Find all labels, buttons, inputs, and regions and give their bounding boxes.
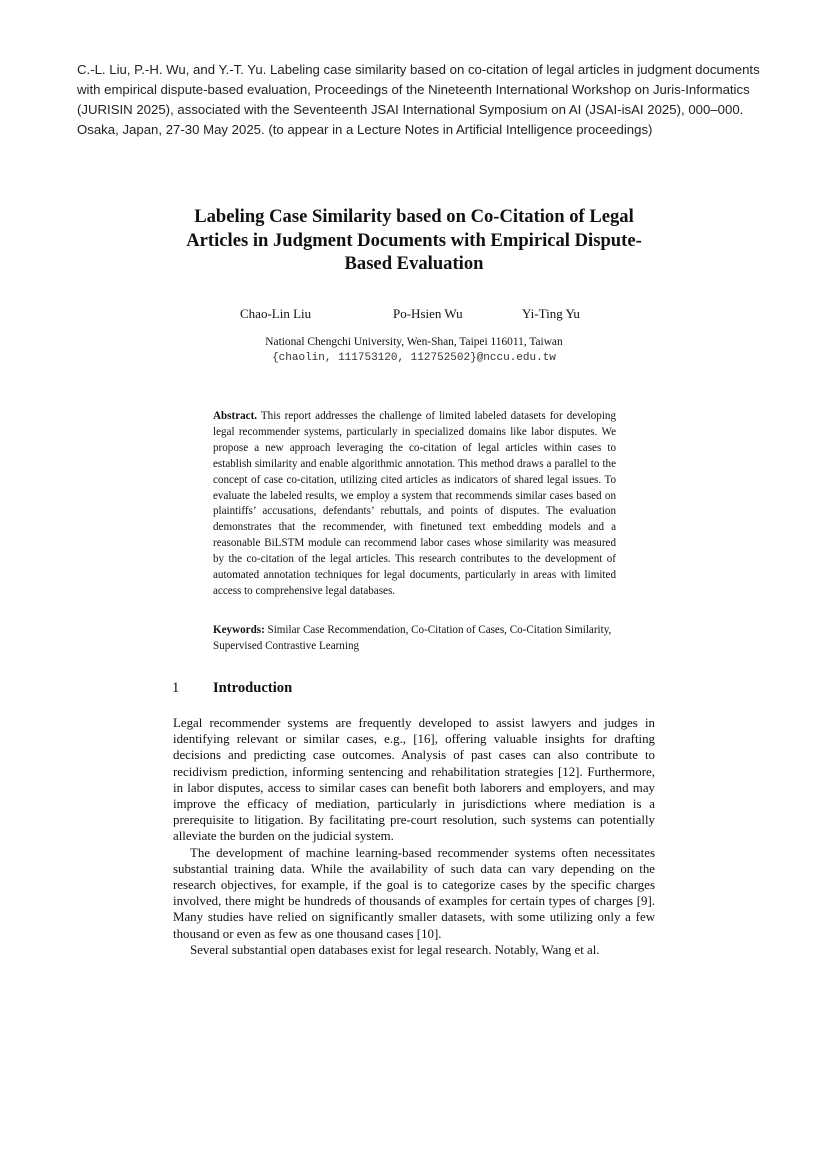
abstract-text: This report addresses the challenge of limited labeled datasets for developing legal recommender systems, particularly in specialized domains like labor disputes. We propose a new approach leveraging the co-citation of legal articles within cases to establish similarity and enable algorithmic annotation. This method draws a parallel to the concept of case co-citation, utilizing cited articles as indicators of shared legal issues. To evaluate the labeled results, we employ a system that recommends similar cases based on plaintiffs’ accusations, defendants’ rebuttals, and points of disputes. The evaluation demonstrates that the recommender, with finetuned text embedding models and a reasonable BiLSTM module can recommend labor cases whose similarity was measured by the co-citation of the legal articles. This research contributes to the development of automated annotation techniques for legal documents, particularly in areas with limited access to comprehensive legal databases. [213,410,616,597]
abstract [213,409,616,600]
citation-header-note [77,60,767,140]
affiliation: National Chengchi University, Wen-Shan, Taipei 116011, Taiwan [265,336,563,348]
author-name: Po-Hsien Wu [393,306,463,321]
author-emails: {chaolin, 111753120, 112752502}@nccu.edu.tw [272,352,556,364]
citation-line: with empirical dispute-based evaluation, Proceedings of the Nineteenth International Workshop on Juris-Informatics [77,82,750,97]
section-number: 1 [172,680,180,696]
title-line: Articles in Judgment Documents with Empirical Dispute- [186,229,642,251]
introduction-body [173,715,655,958]
citation-line: Osaka, Japan, 27-30 May 2025. (to appear in a Lecture Notes in Artificial Intelligence proceedings) [77,122,653,137]
keywords-label: Keywords: [213,624,265,636]
body-paragraph: Legal recommender systems are frequently developed to assist lawyers and judges in identifying relevant or similar cases, e.g., [16], offering valuable insights for drafting decisions and predicting case outcomes. Analysis of past cases can also contribute to recidivism prediction, informing sentencing and rehabilitation strategies [12]. Furthermore, in labor disputes, access to similar cases can benefit both laborers and employers, and may improve the efficacy of mediation, particularly in jurisdictions where mediation is a prerequisite to litigation. By facilitating pre-court resolution, such systems can potentially alleviate the burden on the judicial system. [173,716,655,844]
citation-line: C.-L. Liu, P.-H. Wu, and Y.-T. Yu. Labeling case similarity based on co-citation of legal articles in judgment documents [77,62,760,77]
title-line: Based Evaluation [344,253,484,274]
title-line: Labeling Case Similarity based on Co-Citation of Legal [194,206,634,227]
keywords [213,623,616,655]
author-name: Chao-Lin Liu [240,306,312,321]
paper-title [0,205,828,276]
citation-line: (JURISIN 2025), associated with the Seventeenth JSAI International Symposium on AI (JSAI-isAI 2025), 000–000. [77,102,744,117]
abstract-label: Abstract. [213,410,258,422]
body-paragraph: The development of machine learning-based recommender systems often necessitates substantial training data. While the availability of such data can vary depending on the research objectives, for example, if the goal is to categorize cases by the specific charges involved, there might be hundreds of thousands of examples for certain types of charges [9]. Many studies have relied on significantly smaller datasets, with some utilizing only a few thousand or even as few as one thousand cases [10]. [173,845,655,941]
section-heading: Introduction [213,680,293,696]
author-name: Yi-Ting Yu [522,306,580,321]
body-paragraph: Several substantial open databases exist for legal research. Notably, Wang et al. [190,942,600,957]
keywords-text: Similar Case Recommendation, Co-Citation of Cases, Co-Citation Similarity, Supervised Contrastive Learning [213,624,612,652]
